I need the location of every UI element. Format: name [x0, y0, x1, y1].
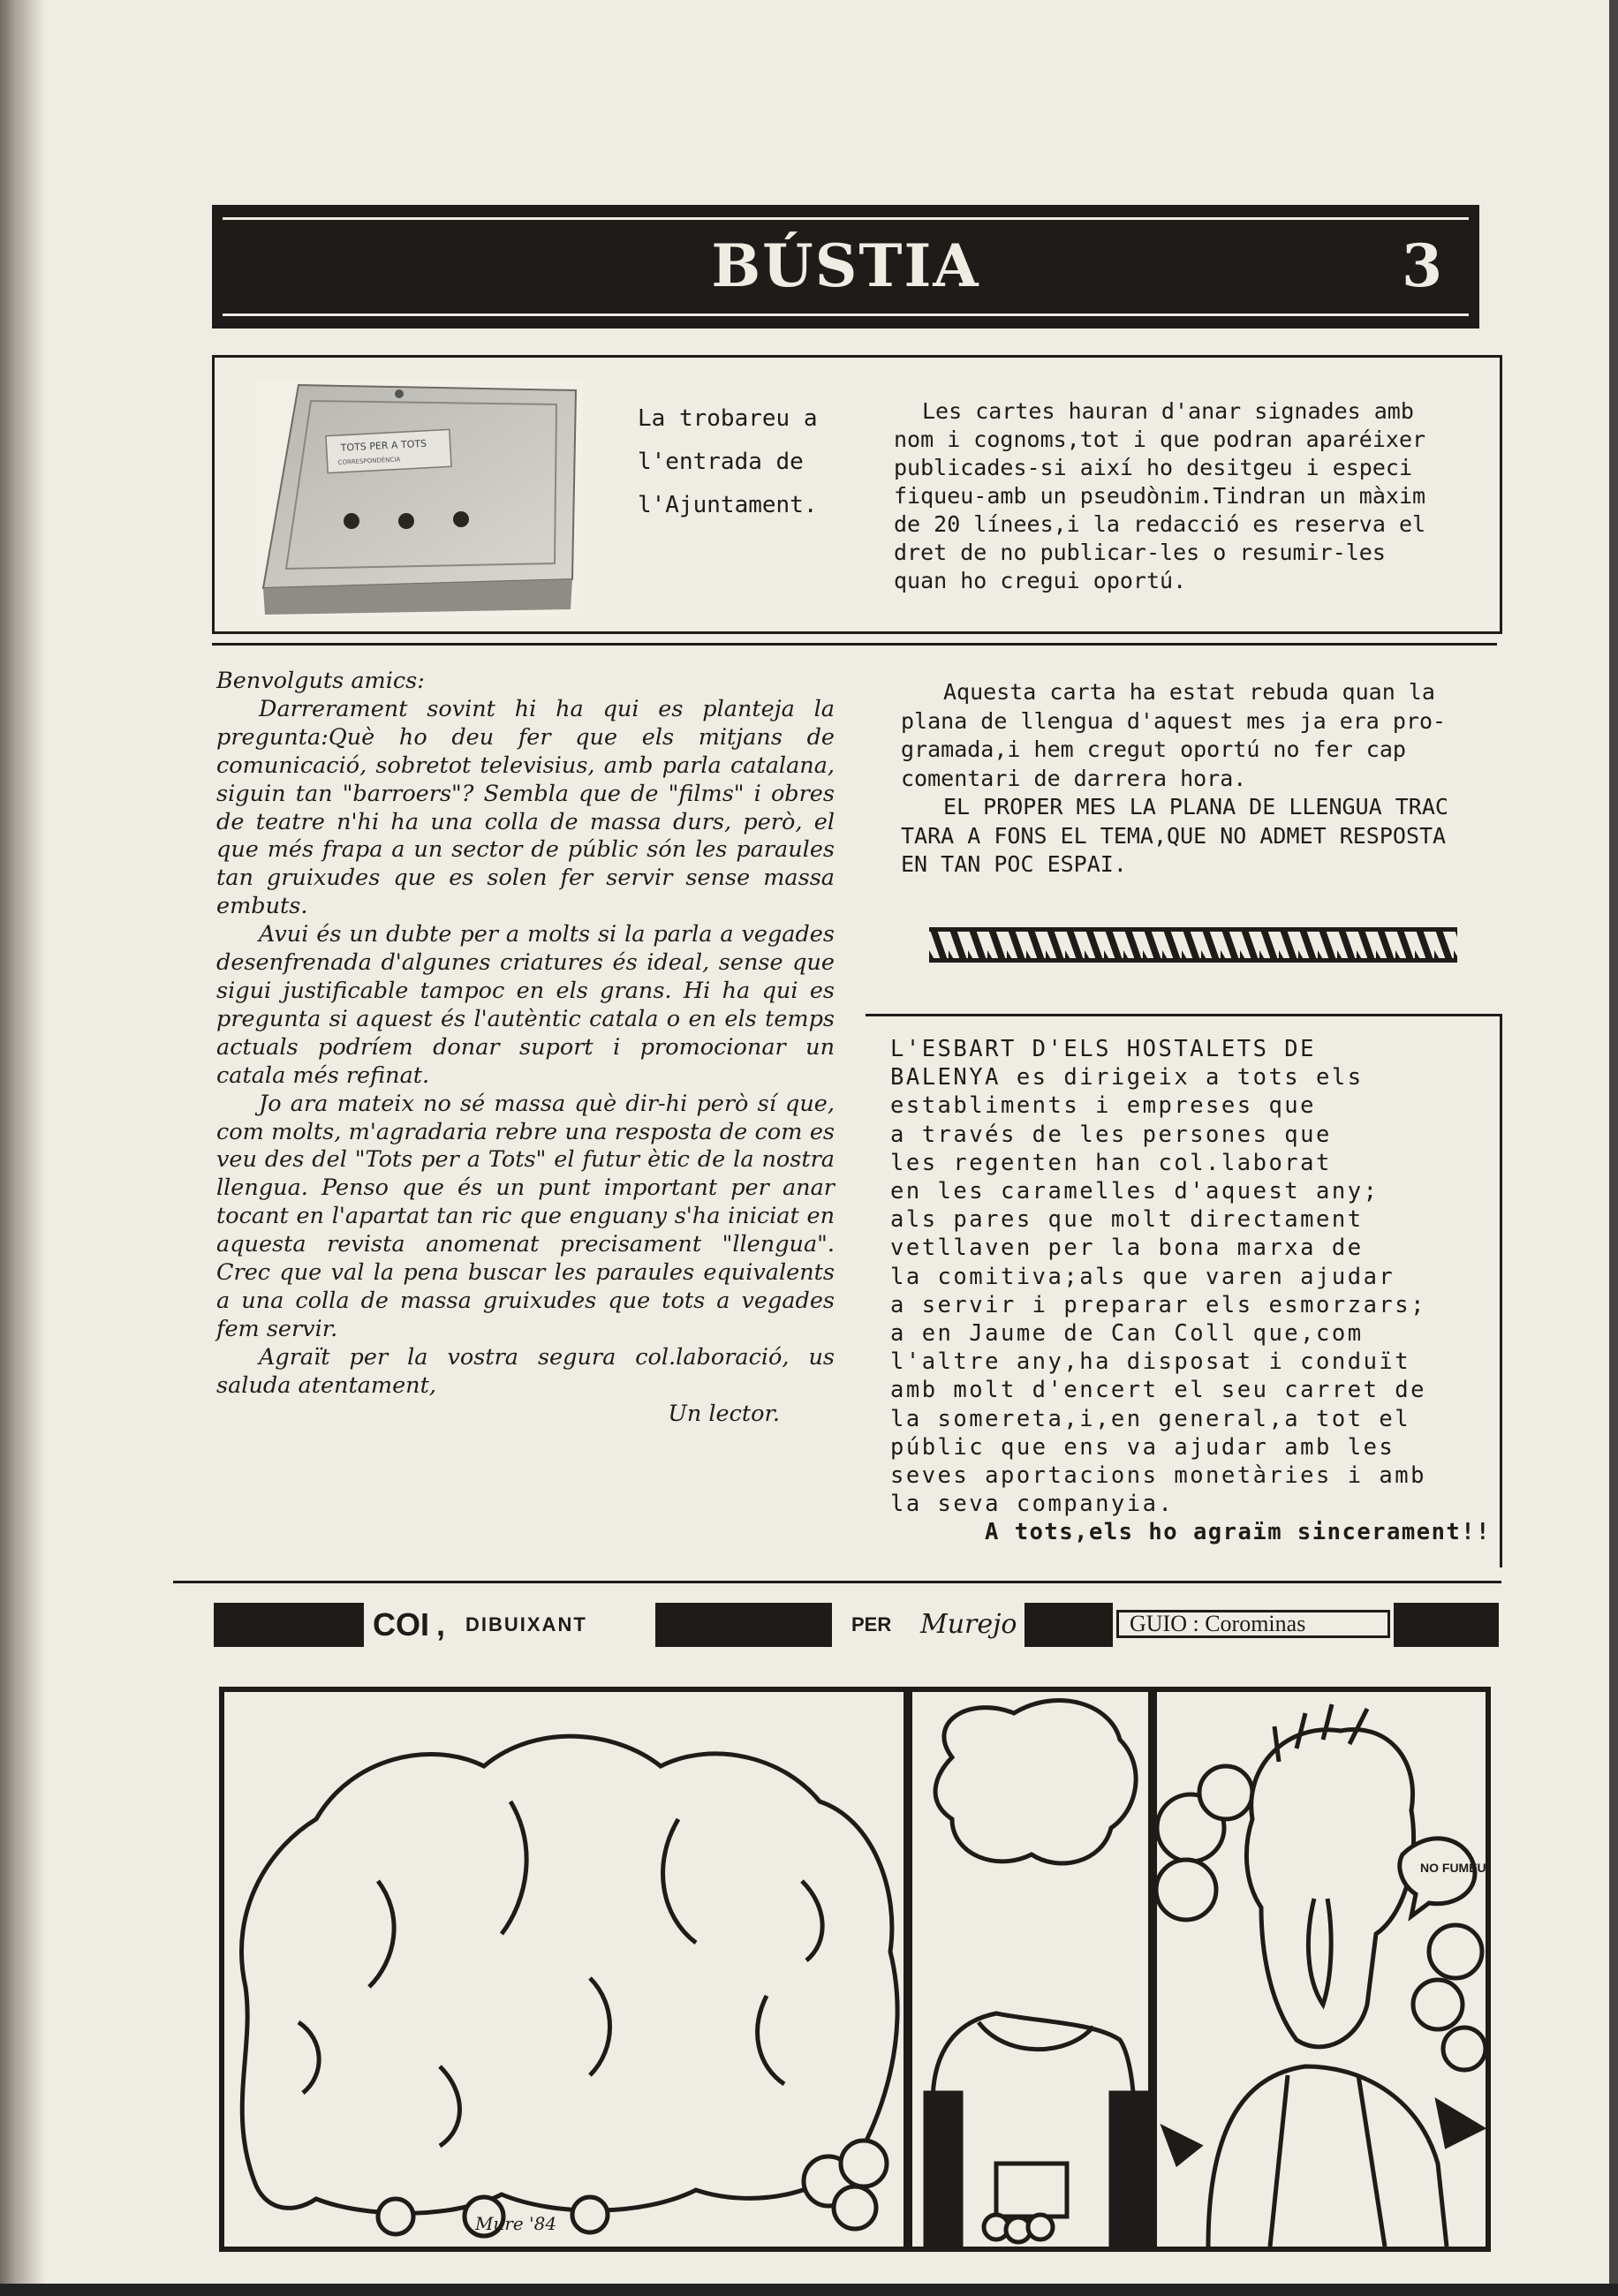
per-label: PER [851, 1613, 892, 1635]
esbart-line: públic que ens va ajudar amb les [890, 1433, 1395, 1461]
credits-black-bar [1024, 1603, 1113, 1647]
artist-label: DIBUIXANT [465, 1613, 587, 1635]
artist-signature: Murejo [920, 1609, 1017, 1640]
esbart-line: la seva companyia. [890, 1491, 1175, 1518]
rules-line: nom i cognoms,tot i que podran aparéixer [894, 427, 1426, 452]
comic-strip [219, 1687, 1491, 2252]
page-number: 3 [1402, 231, 1442, 300]
header-top-rule [223, 217, 1469, 220]
letter-paragraph: Darrerament sovint hi ha qui es planteja la pregunta:Què ho deu fer que els mitjans de comunicació, sobretot televisius, amb parla catalana, siguin tan "barroers"? Sembla que de "films" i obres de teatre n'hi ha una colla de massa durs, però, el que més frapa a un sector de públic són les paraules tan gruixudes que es solen fer servir sense massa embuts. [216, 695, 835, 920]
editor-line: comentari de darrera hora. [901, 765, 1247, 791]
announcement-line: EN TAN POC ESPAI. [901, 851, 1127, 877]
no-smoking-sign: NO FUMEU [1420, 1861, 1486, 1875]
esbart-thanks: A tots,els ho agraïm sincerament!! [985, 1519, 1491, 1546]
rules-line: dret de no publicar-les o resumir-les [894, 540, 1386, 565]
announcement-line: EL PROPER MES LA PLANA DE LLENGUA TRAC [943, 794, 1448, 819]
scan-edge [1609, 0, 1618, 2296]
reader-letter [216, 668, 835, 1428]
location-line: l'entrada de [638, 449, 804, 475]
letter-paragraph: Avui és un dubte per a molts si la parla a vegades desenfrenada d'algunes criatures és ideal, sense que sigui justificable tampoc en els grans. Hi ha qui es pregunta si aquest és l'autèntic catala o en els temps actuals podríem donar suport i promocionar un catala més refinat. [216, 921, 835, 1089]
rules-line: fiqueu-amb un pseudònim.Tindran un màxim [894, 483, 1426, 509]
editor-line: gramada,i hem cregut oportú no fer cap [901, 736, 1406, 762]
esbart-line: amb molt d'encert el seu carret de [890, 1377, 1426, 1404]
esbart-line: seves aportacions monetàries i amb [890, 1462, 1426, 1490]
esbart-line: a en Jaume de Can Coll que,com [890, 1320, 1364, 1348]
editor-line: Aquesta carta ha estat rebuda quan la [943, 679, 1435, 705]
comic-title: COI [373, 1606, 430, 1643]
section-divider [212, 643, 1497, 646]
section-title: BÚSTIA [711, 231, 980, 300]
esbart-line: l'altre any,ha disposat i conduït [890, 1348, 1411, 1376]
esbart-line: vetllaven per la bona marxa de [890, 1235, 1364, 1262]
letter-greeting: Benvolguts amics: [216, 668, 425, 694]
binding-shadow [0, 0, 46, 2296]
location-line: l'Ajuntament. [638, 492, 818, 518]
script-credit: GUIO : Corominas [1116, 1610, 1390, 1638]
scan-edge [0, 2284, 1618, 2296]
esbart-line: a servir i preparar els esmorzars; [890, 1291, 1426, 1318]
esbart-line: en les caramelles d'aquest any; [890, 1178, 1380, 1205]
esbart-line: als pares que molt directament [890, 1206, 1364, 1234]
comic-panel-1 [224, 1692, 908, 2247]
mailbox-label-line1: TOTS PER A TOTS [340, 437, 427, 454]
mailbox-label-line2: CORRESPONDÈNCIA [337, 456, 401, 467]
letter-rules [894, 397, 1477, 595]
rules-line: Les cartes hauran d'anar signades amb [922, 398, 1414, 424]
esbart-line: la somereta,i,en general,a tot el [890, 1405, 1411, 1432]
comic-credits-bar [214, 1603, 1499, 1647]
announcement-line: TARA A FONS EL TEMA,QUE NO ADMET RESPOSTA [901, 822, 1447, 849]
location-line: La trobareu a [638, 405, 818, 432]
credits-black-bar [214, 1603, 364, 1647]
editor-line: plana de llengua d'aquest mes ja era pro- [901, 707, 1447, 734]
credits-black-bar [655, 1603, 832, 1647]
esbart-line: la comitiva;als que varen ajudar [890, 1263, 1395, 1290]
section-header [212, 205, 1479, 329]
rules-line: quan ho cregui oportú. [894, 568, 1187, 593]
comic-panel-3 [1156, 1692, 1486, 2247]
comic-panel-2 [912, 1692, 1151, 2247]
esbart-line: L'ESBART D'ELS HOSTALETS DE [890, 1036, 1317, 1062]
mailbox-photo [256, 378, 583, 616]
credits-black-bar [1394, 1603, 1499, 1647]
mailbox-location [638, 397, 850, 527]
panel-signature: Mure '84 [475, 2213, 557, 2234]
letter-paragraph: Agraït per la vostra segura col.laboració, us saluda atentament, [216, 1343, 835, 1399]
esbart-line: a través de les persones que [890, 1121, 1332, 1148]
letter-signature: Un lector. [668, 1400, 780, 1427]
comic-divider [173, 1581, 1501, 1583]
esbart-line: BALENYA es dirigeix a tots els [890, 1064, 1364, 1091]
header-bottom-rule [223, 313, 1469, 316]
rules-line: publicades-si així ho desitgeu i especi [894, 455, 1412, 480]
esbart-notice [890, 1035, 1500, 1547]
esbart-line: les regenten han col.laborat [890, 1149, 1332, 1176]
credits-comma: , [436, 1606, 446, 1643]
editor-note [901, 678, 1510, 880]
esbart-line: establiments i empreses que [890, 1092, 1317, 1120]
letter-paragraph: Jo ara mateix no sé massa què dir-hi però sí que, com molts, m'agradaria rebre una resposta de com es veu des del "Tots per a Tots" el futur ètic de la nostra llengua. Penso que és un punt important per anar tocant en l'apartat tan ric que enguany s'ha iniciat en aquesta revista anomenat precisament "llengua". Crec que val la pena buscar les paraules equivalents a una colla de massa gruixudes que tots a vegades fem servir. [216, 1090, 835, 1342]
rules-line: de 20 línees,i la redacció es reserva el [894, 511, 1426, 537]
decorative-zigzag-border [929, 927, 1457, 963]
